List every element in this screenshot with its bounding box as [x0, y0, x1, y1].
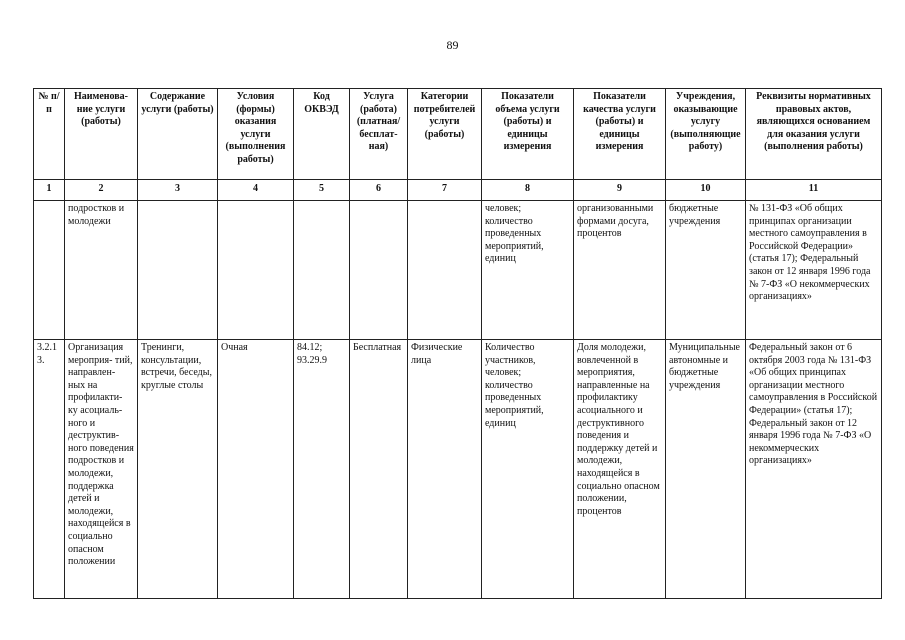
column-number-cell: 7	[408, 180, 482, 201]
column-number-cell: 4	[218, 180, 294, 201]
column-number-row	[34, 180, 882, 201]
column-number-cell: 3	[138, 180, 218, 201]
header-row	[34, 89, 882, 180]
column-number-cell: 5	[294, 180, 350, 201]
table-cell	[138, 201, 218, 340]
column-number-cell: 10	[666, 180, 746, 201]
header-cell: Содержание услуги (работы)	[138, 89, 218, 180]
header-cell: Условия (формы) оказания услуги (выполнения работы)	[218, 89, 294, 180]
table-row	[34, 201, 882, 340]
header-cell: Учреждения, оказывающие услугу (выполняющие работу)	[666, 89, 746, 180]
table-cell: Физические лица	[408, 340, 482, 599]
table-cell: Муниципальные автономные и бюджетные учреждения	[666, 340, 746, 599]
column-number-cell: 8	[482, 180, 574, 201]
header-cell: Показатели объема услуги (работы) и единицы измерения	[482, 89, 574, 180]
header-cell: Реквизиты нормативных правовых актов, являющихся основанием для оказания услуги (выполнения работы)	[746, 89, 882, 180]
table-cell	[350, 201, 408, 340]
table-cell: Очная	[218, 340, 294, 599]
page-number: 89	[446, 38, 459, 52]
column-number-cell: 1	[34, 180, 65, 201]
table-cell: Бесплатная	[350, 340, 408, 599]
table-row	[34, 340, 882, 599]
services-table	[33, 88, 882, 599]
table-cell	[218, 201, 294, 340]
column-number-cell: 9	[574, 180, 666, 201]
header-cell: Услуга (работа) (платная/ бесплат- ная)	[350, 89, 408, 180]
column-number-cell: 11	[746, 180, 882, 201]
table-cell: Количество участников, человек; количество проведенных мероприятий, единиц	[482, 340, 574, 599]
header-cell: Категории потребителей услуги (работы)	[408, 89, 482, 180]
table-cell	[294, 201, 350, 340]
header-cell: Код ОКВЭД	[294, 89, 350, 180]
table-cell: Доля молодежи, вовлеченной в мероприятия, направленные на профилактику асоциального и деструктивного поведения и поддержку детей и молодежи, находящейся в социально опасном положении, процентов	[574, 340, 666, 599]
table-cell: Тренинги, консультации, встречи, беседы, круглые столы	[138, 340, 218, 599]
header-cell: Наименова- ние услуги (работы)	[65, 89, 138, 180]
table-cell: 84.12; 93.29.9	[294, 340, 350, 599]
table-cell: человек; количество проведенных мероприятий, единиц	[482, 201, 574, 340]
table-cell: Организация мероприя- тий, направлен- ных на профилакти- ку асоциаль- ного и деструктив- ного поведения подростков и молодежи, поддержка детей и молодежи, находящейся в социально опасном положении	[65, 340, 138, 599]
table-cell: Федеральный закон от 6 октября 2003 года № 131-ФЗ «Об общих принципах организации местного самоуправления в Российской Федерации» (статья 17); Федеральный закон от 12 января 1996 года № 7-ФЗ «О некоммерческих организациях»	[746, 340, 882, 599]
header-cell: Показатели качества услуги (работы) и единицы измерения	[574, 89, 666, 180]
table-cell: 3.2.13.	[34, 340, 65, 599]
column-number-cell: 6	[350, 180, 408, 201]
header-cell: № п/п	[34, 89, 65, 180]
table-cell: № 131-ФЗ «Об общих принципах организации местного самоуправления в Российской Федерации» (статья 17); Федеральный закон от 12 января 1996 года № 7-ФЗ «О некоммерческих организациях»	[746, 201, 882, 340]
table-cell: подростков и молодежи	[65, 201, 138, 340]
table-cell	[408, 201, 482, 340]
column-number-cell: 2	[65, 180, 138, 201]
table-cell: организованными формами досуга, процентов	[574, 201, 666, 340]
table-cell	[34, 201, 65, 340]
table-cell: бюджетные учреждения	[666, 201, 746, 340]
